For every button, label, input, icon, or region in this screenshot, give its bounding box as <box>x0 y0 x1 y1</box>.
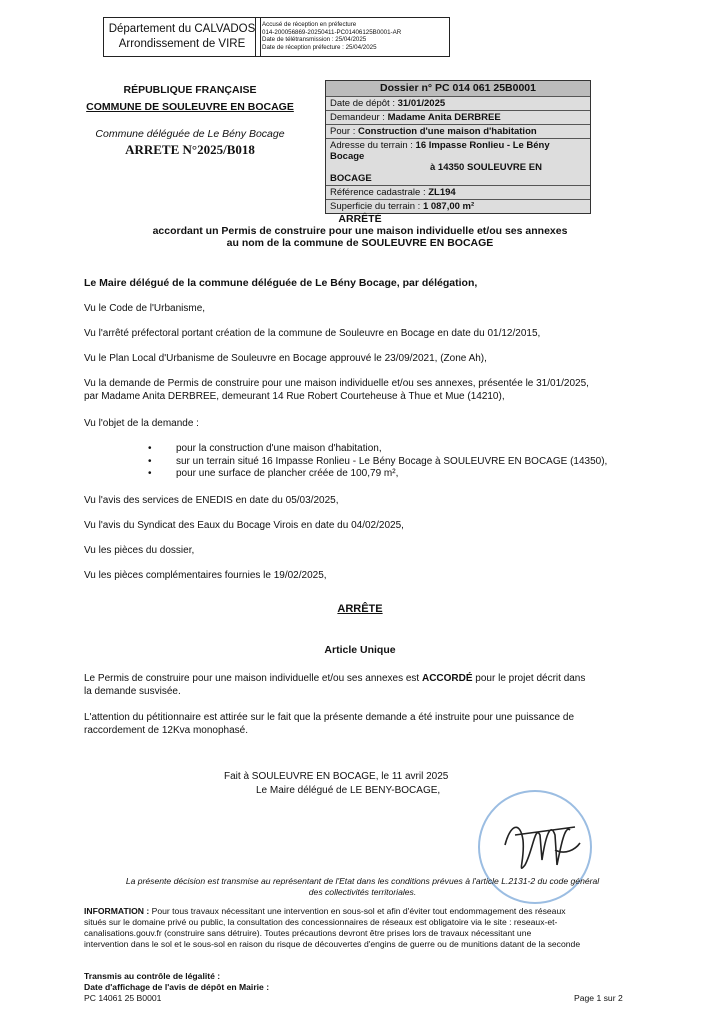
commune-label: COMMUNE DE SOULEUVRE EN BOCAGE <box>86 101 294 113</box>
page-number: Page 1 sur 2 <box>574 993 623 1003</box>
dossier-title: Dossier n° PC 014 061 25B0001 <box>326 81 590 96</box>
maire-statement: Le Maire délégué de la commune déléguée de Le Bény Bocage, par délégation, <box>84 277 478 289</box>
receipt-line: 014-200056869-20250411-PC01406125B0001-AR <box>262 28 402 36</box>
article-title: Article Unique <box>324 644 396 656</box>
receipt-line: Date de télétransmission : 25/04/2025 <box>262 36 367 44</box>
title-block <box>80 213 640 249</box>
legal-block: Transmis au contrôle de légalité : Date d'affichage de l'avis de dépôt en Mairie : PC 14061 25 B0001 <box>84 971 270 1003</box>
list-item: • pour une surface de plancher créée de 100,79 m², <box>148 468 607 481</box>
dossier-row: Date de dépôt : 31/01/2025 <box>326 96 590 110</box>
decision-arrete: ARRÊTE <box>337 603 383 615</box>
title-subject: accordant un Permis de construire pour une maison individuelle et/ou ses annexes <box>152 225 568 237</box>
header-block <box>80 84 300 158</box>
dossier-box <box>325 80 591 214</box>
title-arrete: ARRÊTÉ <box>338 213 382 225</box>
receipt-box <box>255 17 450 57</box>
republic-label: RÉPUBLIQUE FRANÇAISE <box>123 84 257 96</box>
vu-objet: Vu l'objet de la demande : <box>84 418 199 429</box>
delegated-commune-label: Commune déléguée de Le Bény Bocage <box>95 128 285 140</box>
dossier-row: Adresse du terrain : 16 Impasse Ronlieu - Le Bény Bocage à 14350 SOULEUVRE EN BOCAGE <box>326 138 590 185</box>
article-paragraph-1: Le Permis de construire pour une maison individuelle et/ou ses annexes est ACCORDÉ pour le projet décrit dans la demande susvisée. <box>84 673 586 697</box>
vu-syndicat: Vu l'avis du Syndicat des Eaux du Bocage Virois en date du 04/02/2025, <box>84 520 404 531</box>
list-item: • pour la construction d'une maison d'habitation, <box>148 443 607 456</box>
maire-signature-label: Le Maire délégué de LE BENY-BOCAGE, <box>256 785 441 796</box>
receipt-line: Accusé de réception en préfecture <box>262 21 357 28</box>
information-block: INFORMATION : Pour tous travaux nécessitant une intervention en sous-sol et afin d'éviter tout endommagement des réseaux situés sur le domaine privé ou public, la consultation des concessionnaires de réseaux est obligatoire via le site : reseaux-et- canalisations.gouv.fr (construire sans détruire). Toutes précautions devront être prises lors de travaux nécessitant une intervention dans le sol et le sous-sol en raison du risque de découvertes d'engins de guerre ou de munitions datant de la seconde <box>84 906 581 949</box>
receipt-line: Date de réception préfecture : 25/04/2025 <box>262 43 377 51</box>
article-paragraph-2: L'attention du pétitionnaire est attirée sur le fait que la présente demande a été instruite pour une puissance de raccordement de 12Kva monophasé. <box>84 712 575 736</box>
vu-code-urbanisme: Vu le Code de l'Urbanisme, <box>84 303 206 314</box>
department-box <box>103 17 261 57</box>
dossier-row: Référence cadastrale : ZL194 <box>326 185 590 199</box>
arrete-number: ARRETE N°2025/B018 <box>125 142 255 157</box>
dossier-row: Pour : Construction d'une maison d'habitation <box>326 124 590 138</box>
transmission-note: La présente décision est transmise au représentant de l'Etat dans les conditions prévues à l'article L.2131-2 du code général des collectivités territoriales. <box>125 876 600 897</box>
vu-arrete-prefectoral: Vu l'arrêté préfectoral portant création de la commune de Souleuvre en Bocage en date du 01/12/2015, <box>84 328 541 339</box>
department-label: Département du CALVADOS <box>108 23 256 35</box>
vu-enedis: Vu l'avis des services de ENEDIS en date du 05/03/2025, <box>84 495 339 506</box>
vu-pieces-complementaires: Vu les pièces complémentaires fournies le 19/02/2025, <box>84 570 327 581</box>
dossier-row: Demandeur : Madame Anita DERBREE <box>326 110 590 124</box>
title-commune: au nom de la commune de SOULEUVRE EN BOCAGE <box>226 237 494 249</box>
vu-demande: Vu la demande de Permis de construire pour une maison individuelle et/ou ses annexes, présentée le 31/01/2025, par Madame Anita DERBREE, demeurant 14 Rue Robert Courteheuse à Thue et Mue (14210), <box>84 378 589 402</box>
list-item: • sur un terrain situé 16 Impasse Ronlieu - Le Bény Bocage à SOULEUVRE EN BOCAGE (14350), <box>148 456 607 469</box>
vu-plu: Vu le Plan Local d'Urbanisme de Souleuvre en Bocage approuvé le 23/09/2021, (Zone Ah), <box>84 353 487 364</box>
dossier-row: Superficie du terrain : 1 087,00 m² <box>326 199 590 213</box>
vu-pieces: Vu les pièces du dossier, <box>84 545 195 556</box>
fait-a: Fait à SOULEUVRE EN BOCAGE, le 11 avril 2025 <box>224 771 449 782</box>
arrondissement-label: Arrondissement de VIRE <box>118 38 246 50</box>
objet-list <box>148 443 607 481</box>
